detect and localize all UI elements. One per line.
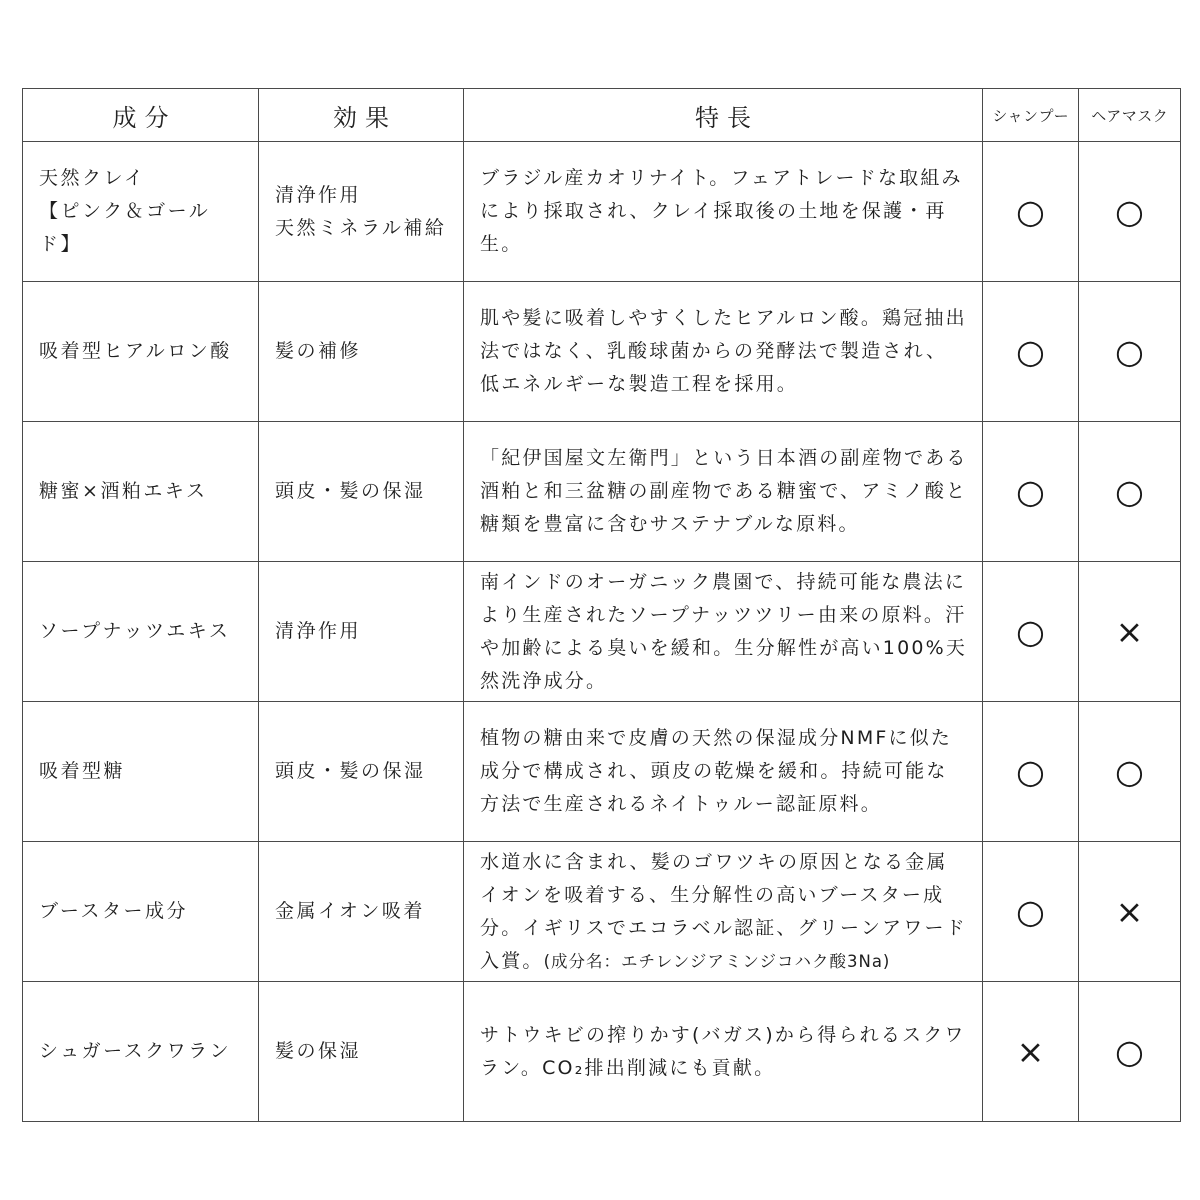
effect-text: 頭皮・髪の保湿 <box>275 760 426 782</box>
effect-text: 清浄作用 <box>275 620 362 642</box>
header-ingredient <box>23 89 259 142</box>
hair-mask-mark-glyph: ○ <box>1115 192 1144 231</box>
ingredient-cell <box>23 702 259 842</box>
feature-note: (成分名：エチレンジアミンジコハク酸3Na) <box>543 951 891 971</box>
shampoo-mark-glyph: × <box>1016 1032 1045 1071</box>
shampoo-mark-glyph: ○ <box>1016 752 1045 791</box>
feature-text: 「紀伊国屋文左衛門」という日本酒の副産物である酒粕と和三盆糖の副産物である糖蜜で、アミノ酸と糖類を豊富に含むサステナブルな原料。 <box>480 447 968 535</box>
feature-cell <box>464 282 983 422</box>
shampoo-mark <box>983 282 1079 422</box>
effect-cell <box>259 982 464 1122</box>
ingredient-name: 天然クレイ <box>39 167 146 189</box>
shampoo-mark-glyph: ○ <box>1016 892 1045 931</box>
effect-text: 清浄作用 <box>275 183 362 206</box>
effect-text: 頭皮・髪の保湿 <box>275 480 426 502</box>
header-effect-label: 効果 <box>333 103 397 132</box>
shampoo-mark-glyph: ○ <box>1016 192 1045 231</box>
ingredient-name-line2: 【ピンク＆ゴールド】 <box>39 200 211 255</box>
feature-cell <box>464 702 983 842</box>
shampoo-mark <box>983 982 1079 1122</box>
ingredient-name: 吸着型ヒアルロン酸 <box>39 340 232 362</box>
ingredient-cell <box>23 282 259 422</box>
shampoo-mark <box>983 422 1079 562</box>
ingredient-name: ブースター成分 <box>39 900 188 922</box>
hair-mask-mark-glyph: ○ <box>1115 332 1144 371</box>
feature-text: サトウキビの搾りかす(バガス)から得られるスクワラン。CO₂排出削減にも貢献。 <box>480 1023 966 1079</box>
hair-mask-mark <box>1079 842 1181 982</box>
hair-mask-mark <box>1079 282 1181 422</box>
hair-mask-mark-glyph: × <box>1115 612 1144 651</box>
ingredient-cell <box>23 982 259 1122</box>
hair-mask-mark-glyph: ○ <box>1115 752 1144 791</box>
shampoo-mark <box>983 562 1079 702</box>
ingredient-cell <box>23 422 259 562</box>
effect-text: 金属イオン吸着 <box>275 900 425 922</box>
effect-text-line2: 天然ミネラル補給 <box>275 216 447 239</box>
feature-text: 肌や髪に吸着しやすくしたヒアルロン酸。鶏冠抽出法ではなく、乳酸球菌からの発酵法で製造され、低エネルギーな製造工程を採用。 <box>480 307 967 395</box>
shampoo-mark-glyph: ○ <box>1016 472 1045 511</box>
ingredient-table <box>22 88 1181 1122</box>
effect-cell <box>259 842 464 982</box>
feature-cell <box>464 842 983 982</box>
hair-mask-mark <box>1079 702 1181 842</box>
header-shampoo-label: シャンプー <box>992 106 1070 125</box>
feature-cell <box>464 982 983 1122</box>
effect-text: 髪の補修 <box>275 340 362 362</box>
ingredient-cell <box>23 842 259 982</box>
header-ingredient-label: 成分 <box>112 103 177 132</box>
shampoo-mark <box>983 842 1079 982</box>
effect-cell <box>259 282 464 422</box>
hair-mask-mark-glyph: ○ <box>1115 1032 1144 1071</box>
feature-text: 植物の糖由来で皮膚の天然の保湿成分NMFに似た成分で構成され、頭皮の乾燥を緩和。持続可能な方法で生産されるネイトゥルー認証原料。 <box>480 727 953 815</box>
hair-mask-mark <box>1079 142 1181 282</box>
ingredient-cell <box>23 142 259 282</box>
hair-mask-mark-glyph: ○ <box>1115 472 1144 511</box>
effect-cell <box>259 562 464 702</box>
effect-cell <box>259 702 464 842</box>
effect-text: 髪の保湿 <box>275 1040 362 1062</box>
header-hair-mask-label: ヘアマスク <box>1091 106 1169 125</box>
ingredient-name: 吸着型糖 <box>39 760 126 782</box>
feature-cell <box>464 142 983 282</box>
ingredient-cell <box>23 562 259 702</box>
feature-text: 南インドのオーガニック農園で、持続可能な農法により生産されたソープナッツツリー由来の原料。汗や加齢による臭いを緩和。生分解性が高い100%天然洗浄成分。 <box>480 570 968 692</box>
header-hair-mask <box>1079 89 1181 142</box>
shampoo-mark <box>983 702 1079 842</box>
shampoo-mark <box>983 142 1079 282</box>
shampoo-mark-glyph: ○ <box>1016 332 1045 371</box>
ingredient-name: 糖蜜×酒粕エキス <box>39 480 208 502</box>
shampoo-mark-glyph: ○ <box>1016 612 1045 651</box>
feature-text: 水道水に含まれ、髪のゴワツキの原因となる金属イオンを吸着する、生分解性の高いブースター成分。イギリスでエコラベル認証、グリーンアワード入賞。 <box>480 850 967 972</box>
header-shampoo <box>983 89 1079 142</box>
header-effect <box>259 89 464 142</box>
feature-cell <box>464 562 983 702</box>
feature-cell <box>464 422 983 562</box>
header-feature-label: 特長 <box>695 103 759 132</box>
hair-mask-mark <box>1079 562 1181 702</box>
effect-cell <box>259 422 464 562</box>
hair-mask-mark-glyph: × <box>1115 892 1144 931</box>
effect-cell <box>259 142 464 282</box>
header-feature <box>464 89 983 142</box>
feature-text: ブラジル産カオリナイト。フェアトレードな取組みにより採取され、クレイ採取後の土地を保護・再生。 <box>480 167 963 255</box>
ingredient-name: ソープナッツエキス <box>39 620 231 642</box>
hair-mask-mark <box>1079 422 1181 562</box>
ingredient-name: シュガースクワラン <box>39 1040 232 1062</box>
hair-mask-mark <box>1079 982 1181 1122</box>
